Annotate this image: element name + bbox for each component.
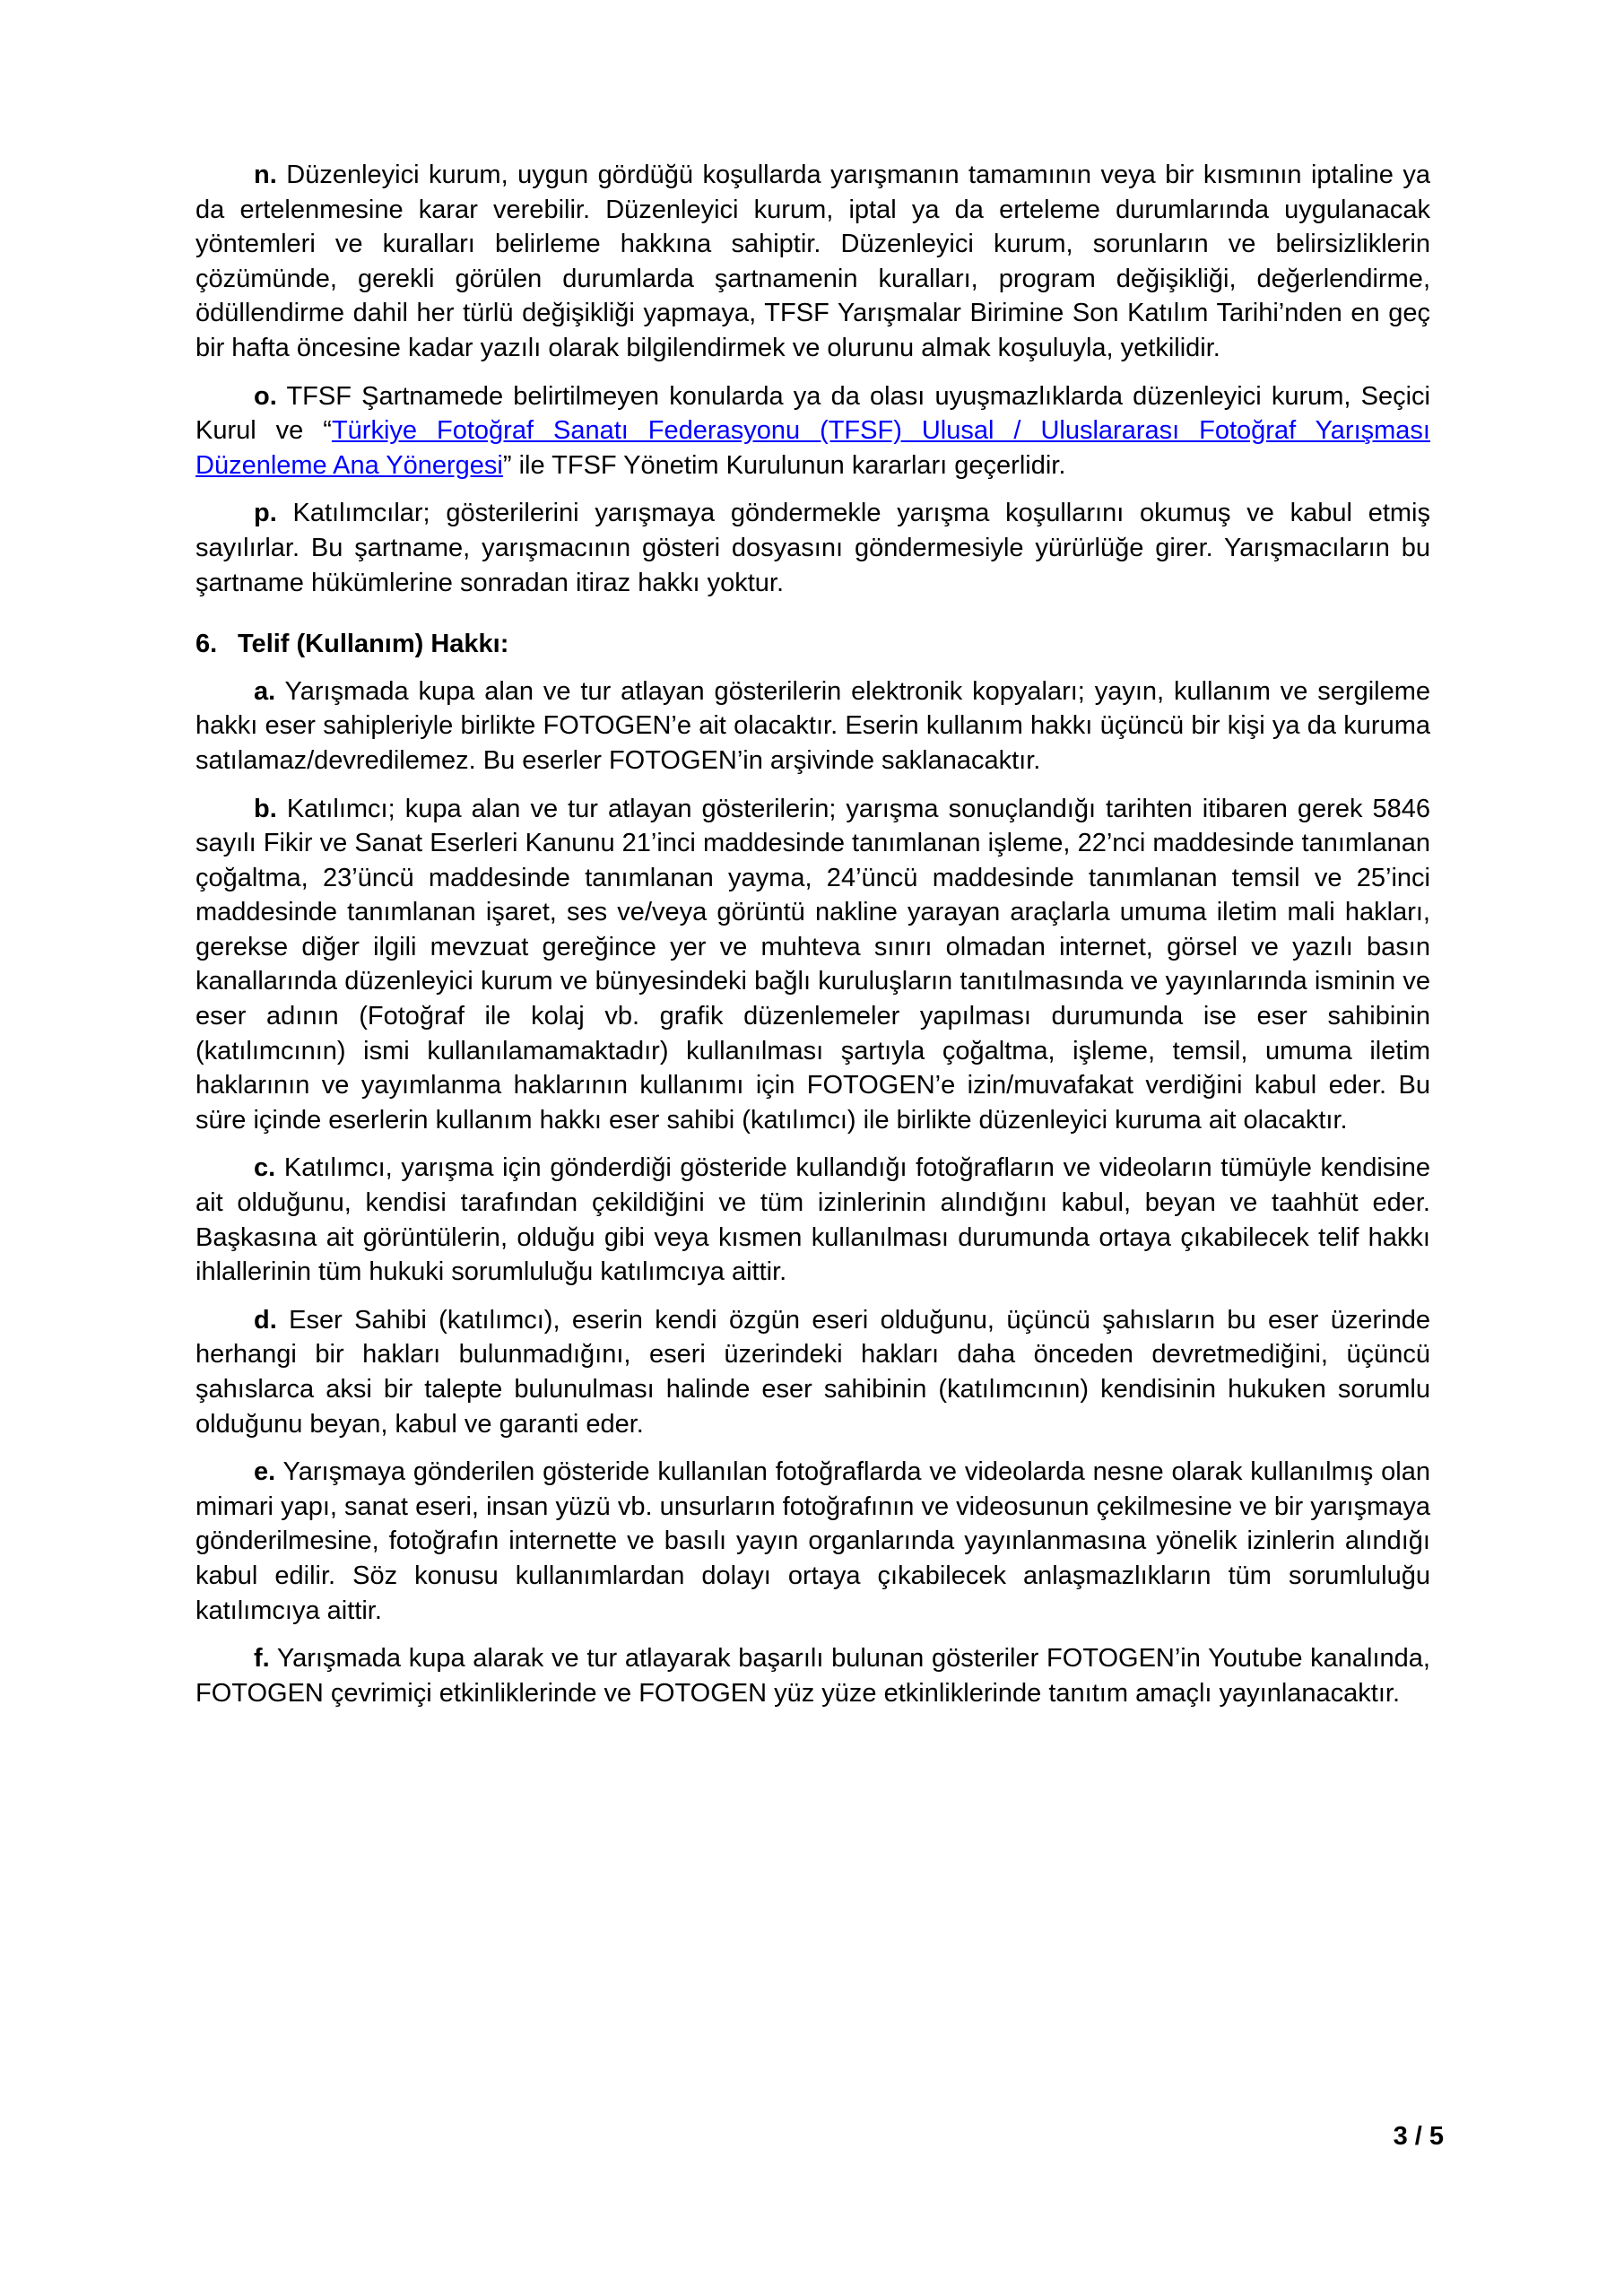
clause-label: b. <box>254 794 277 823</box>
clause-d <box>195 1303 1430 1441</box>
clause-label: n. <box>254 161 277 189</box>
clause-text-after-link: ” ile TFSF Yönetim Kurulunun kararları geçerlidir. <box>502 450 1066 480</box>
page-number: 3 / 5 <box>1393 2122 1444 2151</box>
clause-text: Yarışmada kupa alarak ve tur atlayarak başarılı bulunan gösteriler FOTOGEN’in Youtube kanalında, FOTOGEN çevrimiçi etkinliklerinde ve FOTOGEN yüz yüze etkinliklerinde tanıtım amaçlı yayınlanacaktır. <box>195 1644 1430 1708</box>
document-page <box>195 158 1430 1724</box>
clause-a <box>195 674 1430 778</box>
clause-label: c. <box>254 1153 276 1183</box>
clause-label: d. <box>254 1305 277 1335</box>
clause-text-before-link: TFSF Şartnamede belirtilmeyen konularda ya da olası uyuşmazlıklarda düzenleyici kurum, Seçici Kurul ve “ <box>195 381 1430 446</box>
clause-text: Düzenleyici kurum, uygun gördüğü koşullarda yarışmanın tamamının veya bir kısmının iptaline ya da ertelenmesine karar verebilir. Düzenleyici kurum, iptal ya da erteleme durumlarında uygulanacak yöntemleri ve kuralları belirleme hakkına sahiptir. Düzenleyici kurum, sorunların ve belirsizliklerin çözümünde, gerekli görülen durumlarda şartnamenin kuralları, program değişikliği, değerlendirme, ödüllendirme dahil her türlü değişikliği yapmaya, TFSF Yarışmalar Birimine Son Katılım Tarihi’nden en geç bir hafta öncesine kadar yazılı olarak bilgilendirmek ve olurunu almak koşuluyla, yetkilidir. <box>195 161 1430 362</box>
clause-b <box>195 792 1430 1138</box>
clause-text: Yarışmada kupa alan ve tur atlayan gösterilerin elektronik kopyaları; yayın, kullanım ve sergileme hakkı eser sahipleriyle birlikte FOTOGEN’e ait olacaktır. Eserin kullanım hakkı üçüncü bir kişi ya da kuruma satılamaz/devredilemez. Bu eserler FOTOGEN’in arşivinde saklanacaktır. <box>195 676 1430 775</box>
clause-label: o. <box>254 381 277 411</box>
clause-label: f. <box>254 1644 270 1674</box>
section-heading <box>195 627 1430 662</box>
clause-f <box>195 1641 1430 1710</box>
section-number: 6. <box>195 630 218 659</box>
clause-text: Katılımcı, yarışma için gönderdiği gösteride kullandığı fotoğrafların ve videoların tümüyle kendisine ait olduğunu, kendisi tarafından çekildiğini ve tüm izinlerinin alındığını kabul, beyan ve taahhüt eder. Başkasına ait görüntülerin, olduğu gibi veya kısmen kullanılması durumunda ortaya çıkabilecek telif hakkı ihlallerinin tüm hukuki sorumluluğu katılımcıya aittir. <box>195 1153 1431 1287</box>
clause-e <box>195 1455 1430 1628</box>
section-title: Telif (Kullanım) Hakkı: <box>238 630 509 659</box>
clause-o <box>195 379 1430 483</box>
clause-text: Katılımcı; kupa alan ve tur atlayan gösterilerin; yarışma sonuçlandığı tarihten itibaren gerek 5846 sayılı Fikir ve Sanat Eserleri Kanunu 21’inci maddesinde tanımlanan işleme, 22’nci maddesinde tanımlanan çoğaltma, 23’üncü maddesinde tanımlanan yayma, 24’üncü maddesinde tanımlanan temsil ve 25’inci maddesinde tanımlanan işaret, ses ve/veya görüntü nakline yarayan araçlarla umuma iletim mali hakları, gerekse diğer ilgili mevzuat gereğince yer ve muhteva sınırı olmadan internet, görsel ve yazılı basın kanallarında düzenleyici kurum ve bünyesindeki bağlı kuruluşların tanıtılmasında ve yayınlarında isminin ve eser adının (Fotoğraf ile kolaj vb. grafik düzenlemeler yapılması durumunda ise eser sahibinin (katılımcının) ismi kullanılamamaktadır) kullanılması şartıyla çoğaltma, işleme, temsil, umuma iletim haklarının ve yayımlanma haklarının kullanımı için FOTOGEN’e izin/muvafakat verdiğini kabul eder. Bu süre içinde eserlerin kullanım hakkı eser sahibi (katılımcı) ile birlikte düzenleyici kuruma ait olacaktır. <box>195 794 1431 1135</box>
clause-text: Eser Sahibi (katılımcı), eserin kendi özgün eseri olduğunu, üçüncü şahısların bu eser üzerinde herhangi bir hakları bulunmadığını, eseri üzerindeki hakları daha önceden devretmediğini, üçüncü şahıslarca aksi bir talepte bulunulması halinde eser sahibinin (katılımcının) kendisinin hukuken sorumlu olduğunu beyan, kabul ve garanti eder. <box>195 1305 1431 1439</box>
regulation-link[interactable]: Türkiye Fotoğraf Sanatı Federasyonu (TFSF) Ulusal / Uluslararası Fotoğraf Yarışması Düzenleme Ana Yönergesi <box>195 416 1430 480</box>
clause-label: e. <box>254 1457 276 1487</box>
clause-text: Yarışmaya gönderilen gösteride kullanılan fotoğraflarda ve videolarda nesne olarak kullanılmış olan mimari yapı, sanat eseri, insan yüzü vb. unsurların fotoğrafının ve videosunun çekilmesine ve bir yarışmaya gönderilmesine, fotoğrafın internette ve basılı yayın organlarında yayınlanmasına yönelik izinlerin alındığı kabul edilir. Söz konusu kullanımlardan dolayı ortaya çıkabilecek anlaşmazlıkların tüm sorumluluğu katılımcıya aittir. <box>195 1457 1430 1625</box>
clause-n <box>195 158 1430 366</box>
clause-p <box>195 496 1430 600</box>
clause-c <box>195 1151 1430 1289</box>
clause-label: a. <box>254 676 276 706</box>
clause-label: p. <box>254 499 277 528</box>
clause-text: Katılımcılar; gösterilerini yarışmaya göndermekle yarışma koşullarını okumuş ve kabul etmiş sayılırlar. Bu şartname, yarışmacının gösteri dosyasını göndermesiyle yürürlüğe girer. Yarışmacıların bu şartname hükümlerine sonradan itiraz hakkı yoktur. <box>195 499 1430 597</box>
